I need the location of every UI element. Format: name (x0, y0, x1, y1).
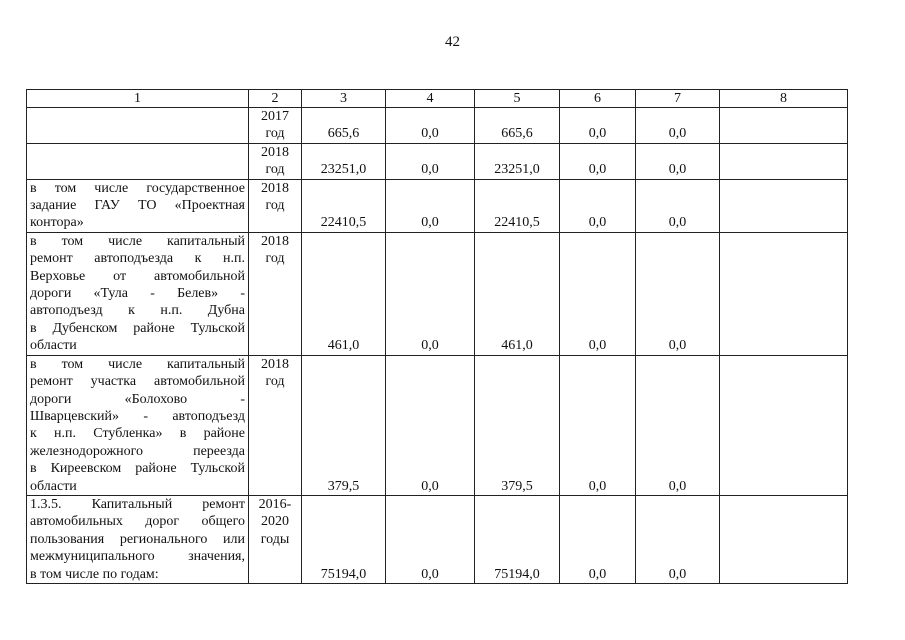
description-line: задание ГАУ ТО «Проектная (30, 198, 245, 214)
cell-col4: 0,0 (386, 179, 475, 232)
row-period (249, 495, 302, 583)
description-line: межмуниципального значения, (30, 549, 245, 565)
row-description (27, 232, 249, 355)
period-line: 2020 (261, 514, 289, 530)
description-line: дороги «Болохово - (30, 391, 245, 407)
period-line: годы (260, 531, 290, 547)
cell-col5: 461,0 (475, 232, 560, 355)
row-description (27, 355, 249, 495)
period-line: год (265, 162, 285, 178)
description-line: ремонт автоподъезда к н.п. (30, 251, 245, 267)
table-header-row (27, 90, 848, 108)
description-line: к н.п. Стубленка» в районе (30, 426, 245, 442)
column-header: 2 (249, 90, 302, 108)
description-line: в том числе капитальный (30, 233, 245, 249)
cell-col8 (720, 495, 848, 583)
description-line: области (30, 478, 77, 494)
description-line: железнодорожного переезда (30, 443, 245, 459)
period-line: 2018 (261, 233, 289, 249)
cell-col7: 0,0 (636, 179, 720, 232)
description-line: Верховье от автомобильной (30, 268, 245, 284)
cell-col4: 0,0 (386, 495, 475, 583)
table-row (27, 355, 848, 495)
cell-col5: 665,6 (475, 108, 560, 144)
cell-col5: 75194,0 (475, 495, 560, 583)
cell-col3: 23251,0 (302, 143, 386, 179)
cell-col6: 0,0 (560, 143, 636, 179)
cell-col6: 0,0 (560, 179, 636, 232)
table-row (27, 108, 848, 144)
cell-col7: 0,0 (636, 495, 720, 583)
description-line: контора» (30, 215, 84, 231)
column-header: 7 (636, 90, 720, 108)
cell-col6: 0,0 (560, 232, 636, 355)
period-line: год (265, 126, 285, 142)
cell-col8 (720, 355, 848, 495)
cell-col4: 0,0 (386, 355, 475, 495)
row-period (249, 232, 302, 355)
column-header: 6 (560, 90, 636, 108)
cell-col7: 0,0 (636, 143, 720, 179)
cell-col8 (720, 143, 848, 179)
description-line: пользования регионального или (30, 531, 245, 547)
table-row (27, 232, 848, 355)
column-header: 4 (386, 90, 475, 108)
cell-col3: 665,6 (302, 108, 386, 144)
description-line: в том числе государственное (30, 180, 245, 196)
description-line: области (30, 338, 77, 354)
cell-col7: 0,0 (636, 232, 720, 355)
period-line: 2018 (261, 356, 289, 372)
row-period (249, 143, 302, 179)
cell-col8 (720, 232, 848, 355)
row-description (27, 495, 249, 583)
description-line: Шварцевский» - автоподъезд (30, 408, 245, 424)
cell-col8 (720, 108, 848, 144)
cell-col5: 379,5 (475, 355, 560, 495)
table-row (27, 495, 848, 583)
row-period (249, 108, 302, 144)
column-header: 8 (720, 90, 848, 108)
description-line: в том числе по годам: (30, 566, 159, 582)
column-header: 5 (475, 90, 560, 108)
period-line: год (265, 251, 285, 267)
row-period (249, 179, 302, 232)
cell-col3: 75194,0 (302, 495, 386, 583)
cell-col4: 0,0 (386, 232, 475, 355)
column-header: 3 (302, 90, 386, 108)
cell-col5: 22410,5 (475, 179, 560, 232)
budget-table (26, 89, 848, 584)
cell-col6: 0,0 (560, 355, 636, 495)
cell-col6: 0,0 (560, 108, 636, 144)
period-line: 2016- (258, 496, 292, 512)
row-description (27, 179, 249, 232)
cell-col5: 23251,0 (475, 143, 560, 179)
period-line: год (265, 374, 285, 390)
description-line: в том числе капитальный (30, 356, 245, 372)
cell-col3: 379,5 (302, 355, 386, 495)
column-header: 1 (27, 90, 249, 108)
row-period (249, 355, 302, 495)
cell-col3: 461,0 (302, 232, 386, 355)
description-line: 1.3.5. Капитальный ремонт (30, 496, 245, 512)
row-description (27, 143, 249, 179)
row-description (27, 108, 249, 144)
description-line: ремонт участка автомобильной (30, 374, 245, 390)
cell-col4: 0,0 (386, 108, 475, 144)
description-line: дороги «Тула - Белев» - (30, 286, 245, 302)
cell-col3: 22410,5 (302, 179, 386, 232)
description-line: автомобильных дорог общего (30, 514, 245, 530)
description-line: автоподъезд к н.п. Дубна (30, 303, 245, 319)
period-line: 2017 (261, 109, 289, 124)
period-line: 2018 (261, 180, 289, 196)
period-line: 2018 (261, 144, 289, 160)
cell-col6: 0,0 (560, 495, 636, 583)
description-line: в Дубенском районе Тульской (30, 320, 245, 336)
cell-col4: 0,0 (386, 143, 475, 179)
description-line: в Киреевском районе Тульской (30, 461, 245, 477)
page-number: 42 (445, 34, 460, 50)
table-row (27, 179, 848, 232)
period-line: год (265, 198, 285, 214)
cell-col7: 0,0 (636, 108, 720, 144)
table-row (27, 143, 848, 179)
cell-col8 (720, 179, 848, 232)
cell-col7: 0,0 (636, 355, 720, 495)
